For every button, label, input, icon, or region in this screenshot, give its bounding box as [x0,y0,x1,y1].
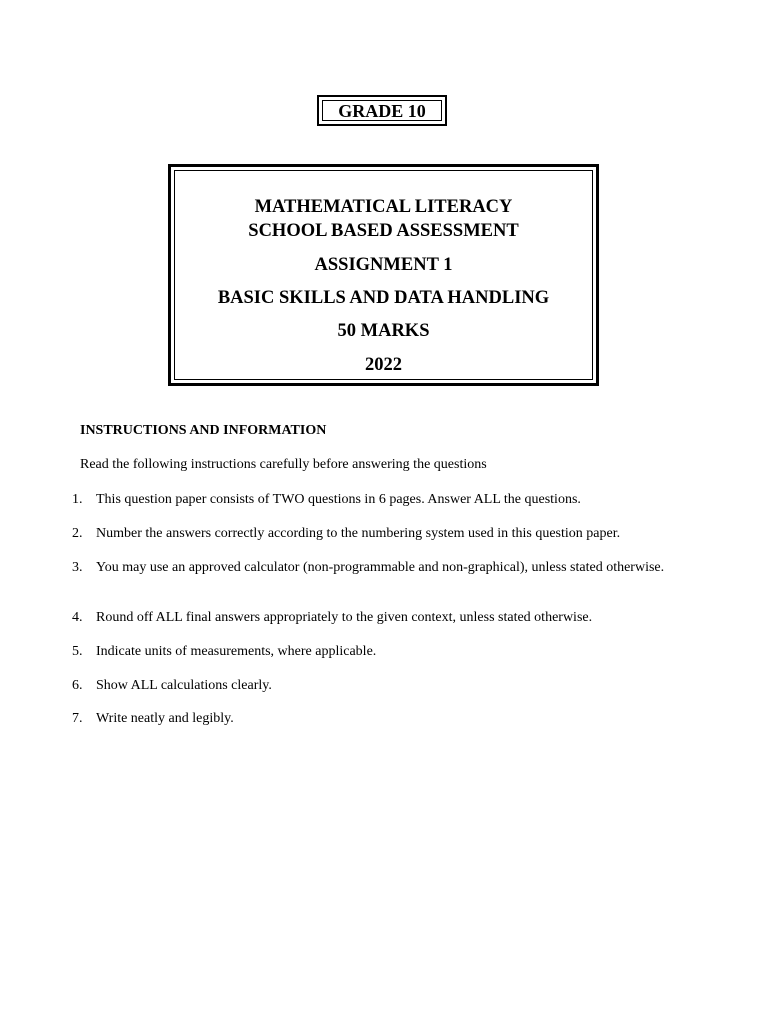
instruction-text: You may use an approved calculator (non-programmable and non-graphical), unless stated otherwise. [96,560,665,575]
instruction-item-7 [72,710,692,727]
instruction-number: 6. [72,678,83,693]
instruction-number: 2. [72,526,83,541]
title-box [168,164,599,386]
topic-title: BASIC SKILLS AND DATA HANDLING [217,288,550,308]
instruction-item-1 [72,491,692,508]
instruction-number: 1. [72,492,83,507]
instruction-number: 4. [72,610,83,625]
instructions-heading: INSTRUCTIONS AND INFORMATION [80,423,327,438]
grade-box [317,95,447,126]
assessment-title: SCHOOL BASED ASSESSMENT [248,221,519,241]
instruction-text: Number the answers correctly according to the numbering system used in this question paper. [96,526,621,541]
instruction-text: Round off ALL final answers appropriately to the given context, unless stated otherwise. [96,610,593,625]
instruction-number: 5. [72,644,83,659]
assignment-title: ASSIGNMENT 1 [314,255,453,275]
grade-label: GRADE 10 [338,101,426,121]
instruction-text: Write neatly and legibly. [96,711,234,726]
instruction-number: 7. [72,711,83,726]
instruction-item-4 [72,609,692,626]
year-title: 2022 [365,355,402,375]
subject-title: MATHEMATICAL LITERACY [254,197,513,217]
instruction-number: 3. [72,560,83,575]
instruction-item-5 [72,643,692,660]
instructions-intro: Read the following instructions carefully before answering the questions [80,457,487,472]
instruction-item-3 [72,559,692,576]
instruction-item-6 [72,677,692,694]
instruction-text: Indicate units of measurements, where applicable. [96,644,377,659]
instruction-item-2 [72,525,692,542]
instruction-text: This question paper consists of TWO questions in 6 pages. Answer ALL the questions. [96,492,581,507]
marks-title: 50 MARKS [337,321,430,341]
instruction-text: Show ALL calculations clearly. [96,678,272,693]
